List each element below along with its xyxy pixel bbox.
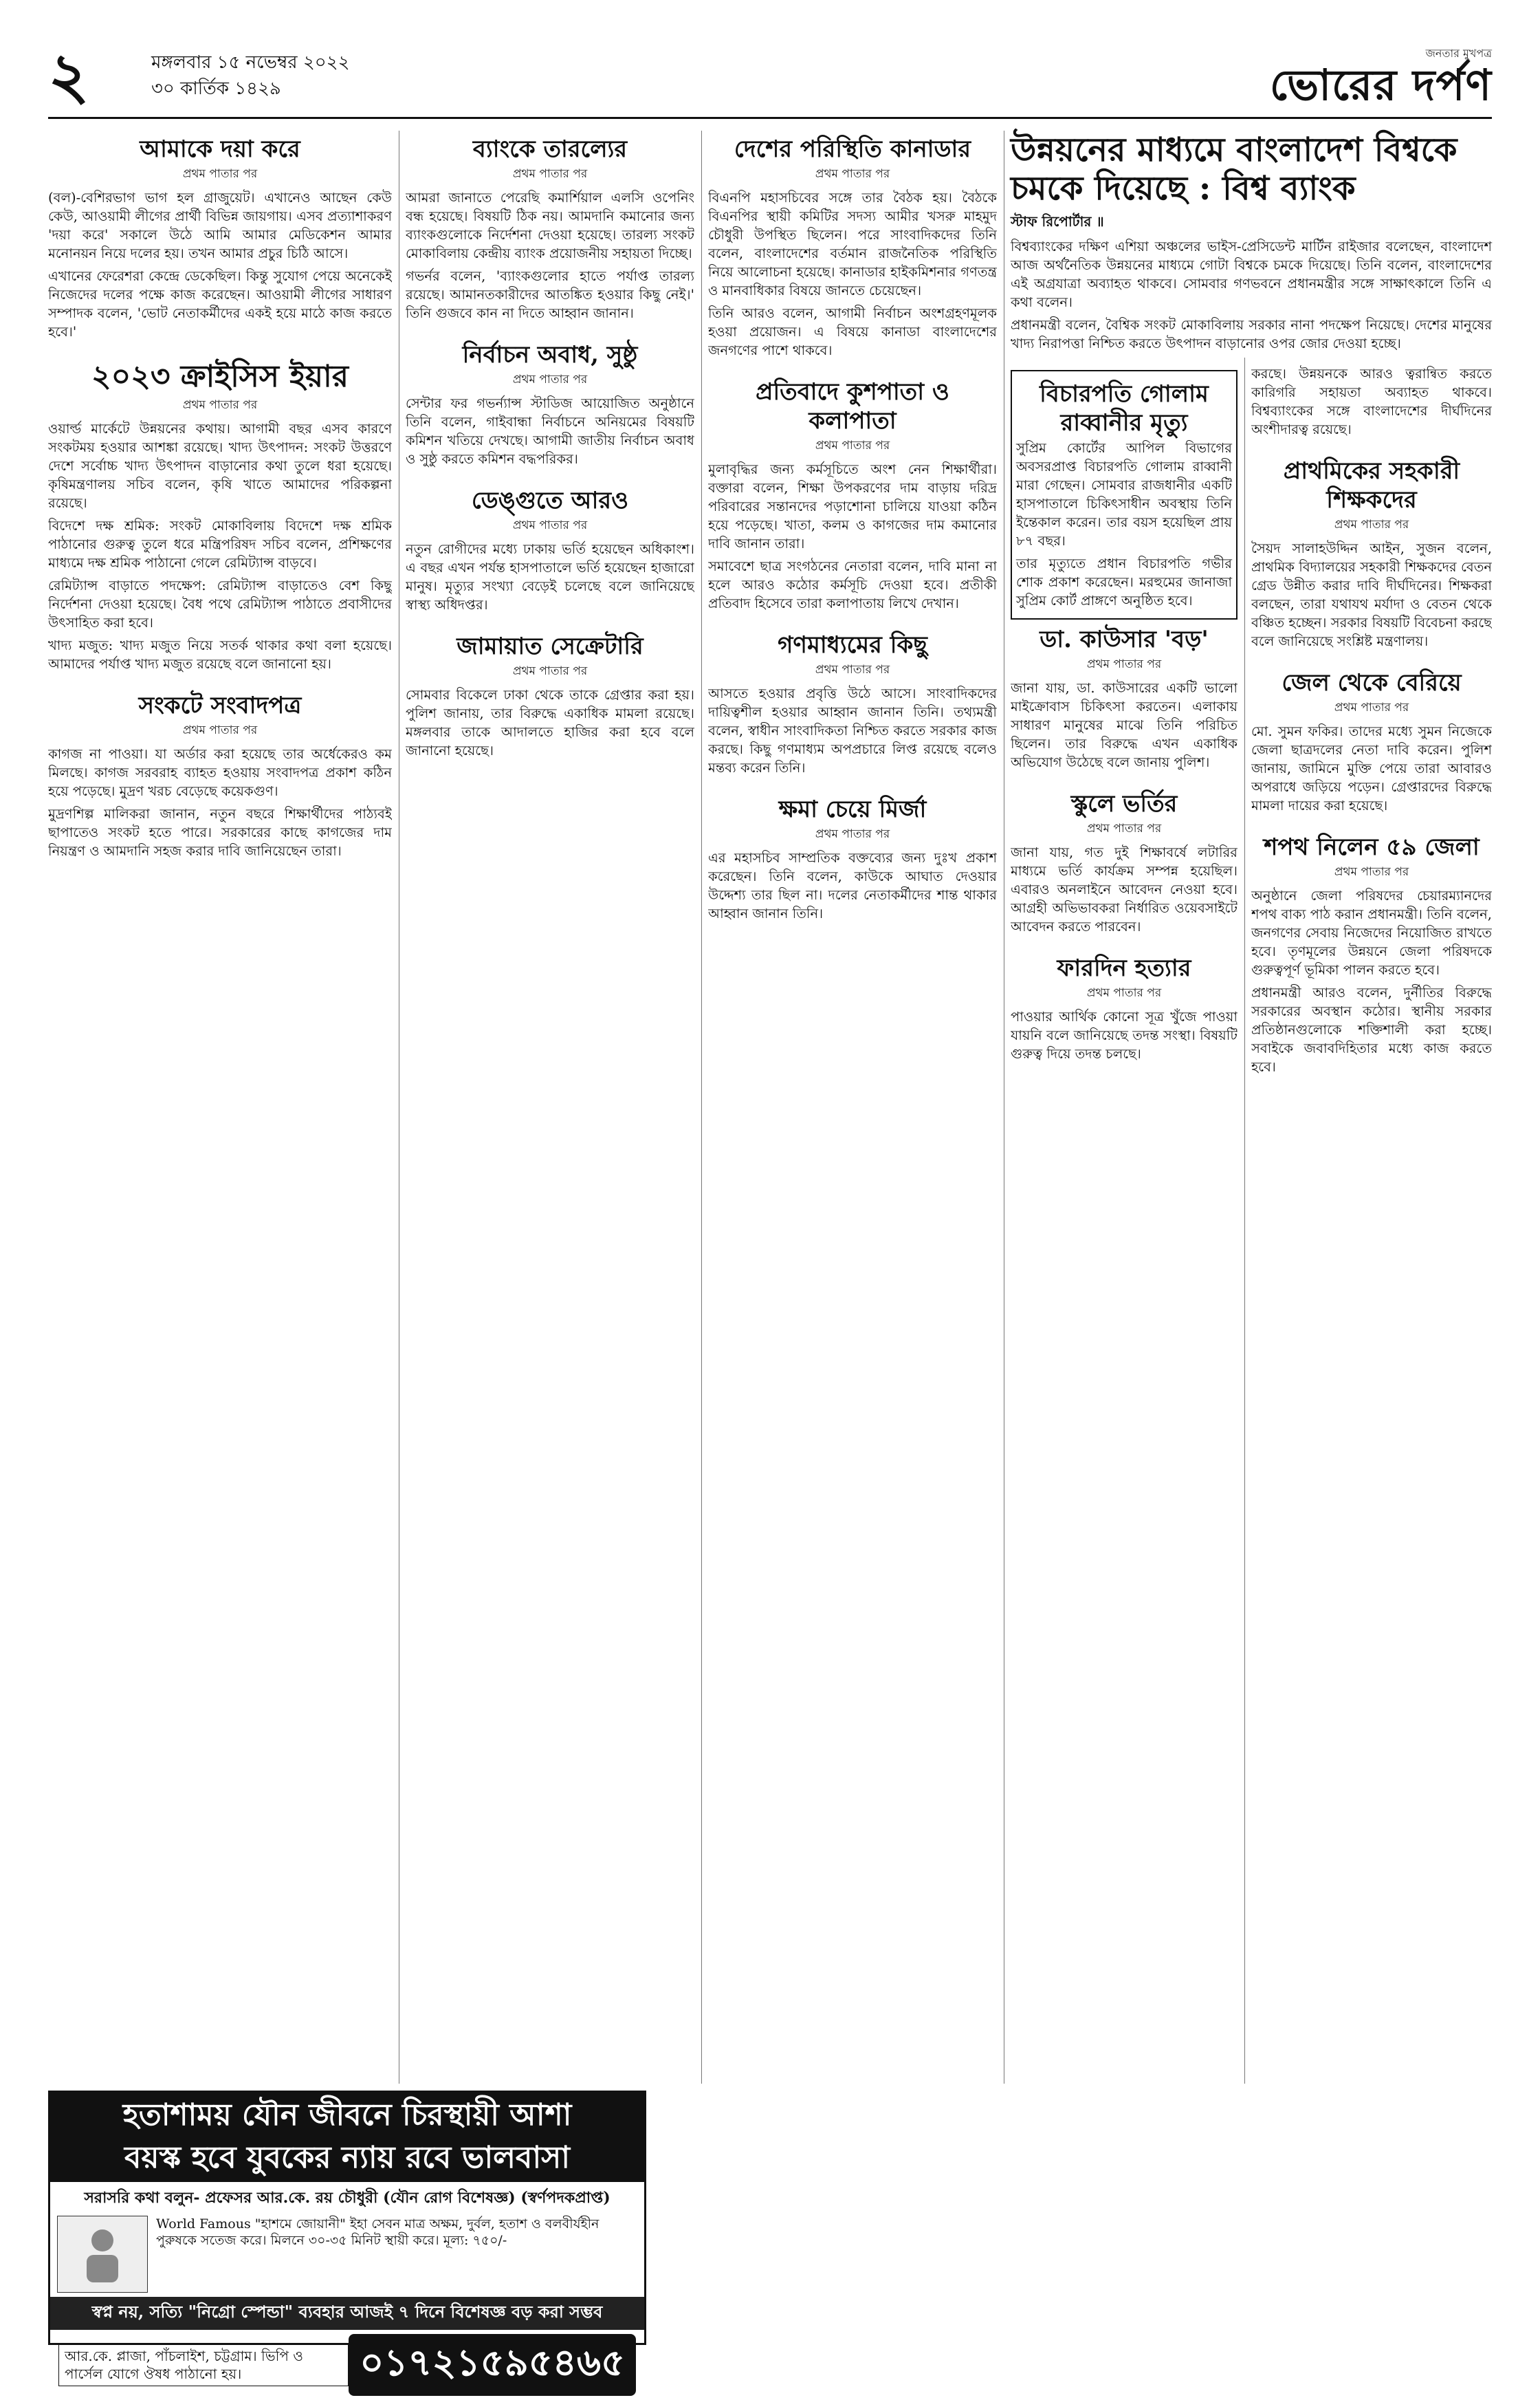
ad-footer [50,2330,644,2400]
continued-label: প্রথম পাতার পর [182,723,258,737]
ad-strip: স্বপ্ন নয়, সত্যি "নিগ্রো স্পেন্ডা" ব্যবহার আজই ৭ দিনে বিশেষজ্ঞ বড় করা সম্ভব [50,2297,644,2330]
continued-label: প্রথম পাতার পর [815,439,890,452]
article-text: সেন্টার ফর গভর্ন্যান্স স্টাডিজ আয়োজিত অনুষ্ঠানে তিনি বলেন, গাইবান্ধা নির্বাচনে অনিয়মের বিষয়টি কমিশন খতিয়ে দেখছে। আগামী জাতীয় নির্বাচন অবাধ ও সুষ্ঠু করতে কমিশন বদ্ধপরিকর। [406,395,694,467]
column-2 [406,131,694,2084]
masthead-tagline: জনতার মুখপত্র [1425,47,1492,60]
date-bengali: ৩০ কার্তিক ১৪২৯ [151,78,281,99]
article-text: মুদ্রণশিল্প মালিকরা জানান, নতুন বছরে শিক্ষার্থীদের পাঠ্যবই ছাপাতেও সংকট হতে পারে। সরকারের কাছে কাগজের দাম নিয়ন্ত্রণ ও আমদানি সহজ করার দাবি জানিয়েছেন তারা। [48,806,392,859]
article-text: জানা যায়, ডা. কাউসারের একটি ভালো মাইক্রোবাস চিকিৎসা করতেন। এলাকায় সাধারণ মানুষের মাঝে তিনি পরিচিত ছিলেন। তার বিরুদ্ধে এখন একাধিক অভিযোগ উঠেছে বলে জানায় পুলিশ। [1011,680,1238,770]
column-1 [48,131,392,2084]
article-text: খাদ্য মজুত: খাদ্য মজুত নিয়ে সতর্ক থাকার কথা বলা হয়েছে। আমাদের পর্যাপ্ত খাদ্য মজুত রয়েছে বলে জানানো হয়। [48,637,392,672]
continued-label: প্রথম পাতার পর [1334,518,1409,532]
article-text: পাওয়ার আর্থিক কোনো সূত্র খুঁজে পাওয়া যায়নি বলে জানিয়েছে তদন্ত সংস্থা। বিষয়টি গুরুত্ব দিয়ে তদন্ত চলছে। [1011,1009,1238,1062]
article-text: বিদেশে দক্ষ শ্রমিক: সংকট মোকাবিলায় বিদেশে দক্ষ শ্রমিক পাঠানোর গুরুত্ব তুলে ধরে মন্ত্রিপরিষদ সচিব বলেন, প্রশিক্ষণের মাধ্যমে দক্ষ শ্রমিক পাঠানো গেলে রেমিট্যান্স বাড়বে। [48,518,392,571]
article-text: জানা যায়, গত দুই শিক্ষাবর্ষে লটারির মাধ্যমে ভর্তি কার্যক্রম সম্পন্ন হয়েছিল। এবারও অনলাইনে আবেদন নেওয়া হবে। আগ্রহী অভিভাবকরা নির্ধারিত ওয়েবসাইটে আবেদন করতে পারবেন। [1011,844,1238,935]
person-icon [78,2223,126,2285]
continued-label: প্রথম পাতার পর [815,167,890,181]
masthead-title: ভোরের দর্পণ [1269,60,1492,110]
lead-headline: উন্নয়নের মাধ্যমে বাংলাদেশ বিশ্বকে চমকে দিয়েছে : বিশ্ব ব্যাংক [1011,131,1458,208]
ad-body [50,2216,644,2293]
lead-text: বিশ্বব্যাংকের দক্ষিণ এশিয়া অঞ্চলের ভাইস-প্রেসিডেন্ট মার্টিন রাইজার বলেছেন, বাংলাদেশ আজ অর্থনৈতিক উন্নয়নের মাধ্যমে গোটা বিশ্বকে চমকে দিয়েছে। তিনি বলেন, বাংলাদেশের এই অগ্রযাত্রা অব্যাহত থাকবে। সোমবার গণভবনে প্রধানমন্ত্রীর সঙ্গে সাক্ষাৎকালে তিনি এ কথা বলেন। [1011,239,1492,310]
lead-byline: স্টাফ রিপোর্টার ॥ [1011,213,1104,230]
article-text: কাগজ না পাওয়া। যা অর্ডার করা হয়েছে তার অর্ধেকেরও কম মিলছে। কাগজ সরবরাহ ব্যাহত হওয়ায় সংবাদপত্র প্রকাশ কঠিন হয়ে পড়েছে। মুদ্রণ খরচ বেড়েছে কয়েকগুণ। [48,746,392,799]
headline-bank-liquidity: ব্যাংকে তারল্যের [472,135,628,163]
headline-protest-leaves: প্রতিবাদে কুশপাতা ও কলাপাতা [756,378,949,435]
article-text: আমরা জানাতে পেরেছি কমার্শিয়াল এলসি ওপেনিং বন্ধ হয়েছে। বিষয়টি ঠিক নয়। আমদানি কমানোর জন্য ব্যাংকগুলোকে নির্দেশনা দেওয়া হয়েছে। তারল্য সংকট মোকাবিলায় কেন্দ্রীয় ব্যাংক প্রয়োজনীয় সহায়তা দিচ্ছে। [406,190,694,261]
headline-out-of-jail: জেল থেকে বেরিয়ে [1282,669,1462,697]
headline-primary-teachers: প্রাথমিকের সহকারী শিক্ষকদের [1283,457,1460,514]
ad-headline-2: বয়স্ক হবে যুবকের ন্যায় রবে ভালবাসা [50,2138,644,2182]
continued-label: প্রথম পাতার পর [512,664,588,678]
headline-jamaat-secretary: জামায়াত সেক্রেটারি [456,633,644,660]
headline-justice-death: বিচারপতি গোলাম রাব্বানীর মৃত্যু [1040,380,1209,437]
article-text: (বল)-বেশিরভাগ ভাগ হল গ্রাজুয়েট। এখানেও আছেন কেউ কেউ, আওয়ামী লীগের প্রার্থী বিভিন্ন জায়গায়। এসব প্রত্যাশাকরণ 'দয়া করে' সকালে উঠে আমি আমার মেডিকেশন আমার মনোনয়ন নিয়ে দলের হয়। তখন আমার প্রচুর চিঠি আসে। [48,190,392,261]
continued-label: প্রথম পাতার পর [1334,865,1409,879]
column-3 [708,131,997,2084]
headline-oath-59-districts: শপথ নিলেন ৫৯ জেলা [1264,833,1480,861]
article-columns [48,131,1492,2084]
column-rule [701,131,702,2084]
continued-label: প্রথম পাতার পর [1086,986,1162,1000]
article-text: সুপ্রিম কোর্টের আপিল বিভাগের অবসরপ্রাপ্ত বিচারপতি গোলাম রাব্বানী মারা গেছেন। সোমবার রাজধানীর একটি হাসপাতালে চিকিৎসাধীন অবস্থায় তিনি ইন্তেকাল করেন। তার বয়স হয়েছিল প্রায় ৮৭ বছর। [1016,440,1232,549]
headline-school-admission: স্কুলে ভর্তির [1070,790,1178,818]
article-text: তিনি আরও বলেন, আগামী নির্বাচন অংশগ্রহণমূলক হওয়া প্রয়োজন। এ বিষয়ে কানাডা বাংলাদেশের জনগণের পাশে থাকবে। [708,305,997,358]
ad-address: আর.কে. প্লাজা, পাঁচলাইশ, চট্টগ্রাম। ভিপি ও পার্সেল যোগে ঔষধ পাঠানো হয়। [58,2344,349,2386]
article-text: সৈয়দ সালাহউদ্দিন আইন, সুজন বলেন, প্রাথমিক বিদ্যালয়ের সহকারী শিক্ষকদের বেতন গ্রেড উন্নীত করার দাবি দীর্ঘদিনের। শিক্ষকরা বলছেন, তারা যথাযথ মর্যাদা ও বেতন থেকে বঞ্চিত হচ্ছেন। সরকার বিষয়টি বিবেচনা করছে বলে জানিয়েছে সংশ্লিষ্ট মন্ত্রণালয়। [1251,541,1492,649]
ad-phone: ০১৭২১৫৯৫৪৬৫ [349,2334,636,2396]
headline-fardin-murder: ফারদিন হত্যার [1057,954,1191,982]
article-text: রেমিট্যান্স বাড়াতে পদক্ষেপ: রেমিট্যান্স বাড়াতেও বেশ কিছু নির্দেশনা দেওয়া হয়েছে। বৈধ পথে রেমিট্যান্স পাঠাতে প্রবাসীদের উৎসাহিত করা হবে। [48,578,392,631]
advertisement [48,2091,646,2384]
obituary-box [1011,370,1238,620]
continued-label: প্রথম পাতার পর [1086,657,1162,671]
headline-amake-doya: আমাকে দয়া করে [140,135,300,163]
headline-election-fair: নির্বাচন অবাধ, সুষ্ঠু [462,341,638,369]
date-block [151,50,349,102]
article-text: সমাবেশে ছাত্র সংগঠনের নেতারা বলেন, দাবি মানা না হলে আরও কঠোর কর্মসূচি দেওয়া হবে। প্রতীকী প্রতিবাদ হিসেবে তারা কলাপাতায় লিখে দেখান। [708,558,997,611]
headline-crisis-year: ২০২৩ ক্রাইসিস ইয়ার [91,359,349,394]
column-4 [1011,364,1238,2084]
article-text: বিএনপি মহাসচিবের সঙ্গে তার বৈঠক হয়। বৈঠকে বিএনপির স্থায়ী কমিটির সদস্য আমীর খসরু মাহমুদ চৌধুরী উপস্থিত ছিলেন। পরে সাংবাদিকদের তিনি বলেন, বাংলাদেশের বর্তমান রাজনৈতিক পরিস্থিতি নিয়ে আলোচনা হয়েছে। কানাডার হাইকমিশনার গণতন্ত্র ও মানবাধিকার বিষয়ে জানতে চেয়েছেন। [708,190,997,298]
ad-product-text: World Famous "হাশমে জোয়ানী" ইহা সেবন মাত্র অক্ষম, দুর্বল, হতাশ ও বলবীর্যহীন পুরুষকে সতেজ করে। মিলনে ৩০-৩৫ মিনিট স্থায়ী করে। মূল্য: ৭৫০/- [156,2216,600,2248]
article-text: মো. সুমন ফকির। তাদের মধ্যে সুমন নিজেকে জেলা ছাত্রদলের নেতা দাবি করেন। পুলিশ জানায়, জামিনে মুক্তি পেয়ে তারা আবারও অপরাধে জড়িয়ে পড়েন। গ্রেপ্তারদের বিরুদ্ধে মামলা দায়ের করা হয়েছে। [1251,723,1492,814]
article-text: এখানের ফেরেশরা কেন্দ্রে ডেকেছিল। কিন্তু সুযোগ পেয়ে অনেকেই নিজেদের দলের পক্ষে কাজ করেছেন। আওয়ামী লীগের সাধারণ সম্পাদক বলেন, 'ভোট নেতাকর্মীদের একই হয়ে মাঠে কাজ করতে হবে।' [48,268,392,340]
article-text: প্রধানমন্ত্রী আরও বলেন, দুর্নীতির বিরুদ্ধে সরকারের অবস্থান কঠোর। স্থানীয় সরকার প্রতিষ্ঠানগুলোকে শক্তিশালী করা হচ্ছে। সবাইকে জবাবদিহিতার মধ্যে কাজ করতে হবে। [1251,985,1492,1075]
article-text: মুলাবৃদ্ধির জন্য কর্মসূচিতে অংশ নেন শিক্ষার্থীরা। বক্তারা বলেন, শিক্ষা উপকরণের দাম বাড়ায় দরিদ্র পরিবারের সন্তানদের পড়াশোনা চালিয়ে যাওয়া কঠিন হয়ে পড়েছে। খাতা, কলম ও কাগজের দাম কমানোর দাবি জানান তারা। [708,461,997,552]
column-rule [1244,358,1245,2084]
date-gregorian: মঙ্গলবার ১৫ নভেম্বর ২০২২ [151,52,350,73]
article-text: তার মৃত্যুতে প্রধান বিচারপতি গভীর শোক প্রকাশ করেছেন। মরহুমের জানাজা সুপ্রিম কোর্ট প্রাঙ্গণে অনুষ্ঠিত হবে। [1016,556,1232,609]
continued-label: প্রথম পাতার পর [815,827,890,841]
lead-text: প্রধানমন্ত্রী বলেন, বৈশ্বিক সংকট মোকাবিলায় সরকার নানা পদক্ষেপ নিয়েছে। দেশের মানুষের খাদ্য নিরাপত্তা নিশ্চিত করতে উৎপাদন বাড়ানোর ওপর জোর দেওয়া হচ্ছে। [1011,317,1492,351]
column-5 [1251,364,1492,2084]
headline-media: গণমাধ্যমের কিছু [778,631,927,659]
article-text: আসতে হওয়ার প্রবৃত্তি উঠে আসে। সাংবাদিকদের দায়িত্বশীল হওয়ার আহ্বান জানান তিনি। তথ্যমন্ত্রী বলেন, স্বাধীন সাংবাদিকতা নিশ্চিত করতে সরকার কাজ করছে। কিছু গণমাধ্যম অপপ্রচারে লিপ্ত রয়েছে বলেও মন্তব্য করেন তিনি। [708,686,997,776]
masthead [1270,47,1492,110]
page-number: ২ [48,39,89,113]
headline-dengue: ডেঙ্গুতে আরও [471,487,629,514]
continued-label: প্রথম পাতার পর [182,398,258,412]
lead-continued-text: করছে। উন্নয়নকে আরও ত্বরান্বিত করতে কারিগরি সহায়তা অব্যাহত থাকবে। বিশ্বব্যাংকের সঙ্গে বাংলাদেশের দীর্ঘদিনের অংশীদারত্ব রয়েছে। [1251,366,1492,437]
article-text: অনুষ্ঠানে জেলা পরিষদের চেয়ারম্যানদের শপথ বাক্য পাঠ করান প্রধানমন্ত্রী। তিনি বলেন, জনগণের সেবায় নিজেদের নিয়োজিত রাখতে হবে। তৃণমূলের উন্নয়নে জেলা পরিষদকে গুরুত্বপূর্ণ ভূমিকা পালন করতে হবে। [1251,888,1492,978]
continued-label: প্রথম পাতার পর [815,663,890,677]
doctor-photo [57,2216,148,2293]
continued-label: প্রথম পাতার পর [182,167,258,181]
ad-subheading: সরাসরি কথা বলুন- প্রফেসর আর.কে. রয় চৌধুরী (যৌন রোগ বিশেষজ্ঞ) (স্বর্ণপদকপ্রাপ্ত) [84,2189,610,2207]
article-text: এর মহাসচিব সাম্প্রতিক বক্তব্যের জন্য দুঃখ প্রকাশ করেছেন। তিনি বলেন, কাউকে আঘাত দেওয়ার উদ্দেশ্য তার ছিল না। দলের নেতাকর্মীদের শান্ত থাকার আহ্বান জানান তিনি। [708,850,997,921]
headline-dr-kausar: ডা. কাউসার 'বড়' [1040,626,1209,653]
headline-newspaper-crisis: সংকটে সংবাদপত্র [138,692,302,719]
continued-label: প্রথম পাতার পর [512,167,588,181]
lead-story [1011,131,1492,357]
article-text: নতুন রোগীদের মধ্যে ঢাকায় ভর্তি হয়েছেন অধিকাংশ। এ বছর এখন পর্যন্ত হাসপাতালে ভর্তি হয়েছেন হাজারো মানুষ। মৃত্যুর সংখ্যা বেড়েই চলেছে বলে জানিয়েছে স্বাস্থ্য অধিদপ্তর। [406,541,694,613]
continued-label: প্রথম পাতার পর [1334,701,1409,714]
article-text: ওয়ার্ল্ড মার্কেটে উন্নয়নের কথায়। আগামী বছর এসব কারণে সংকটময় হওয়ার আশঙ্কা রয়েছে। খাদ্য উৎপাদন: সংকট উত্তরণে দেশে সর্বোচ্চ খাদ্য উৎপাদন বাড়ানোর কথা তুলে ধরা হয়েছে। কৃষিমন্ত্রণালয় সচিব বলেন, কৃষি খাতে আমাদের পরিকল্পনা রয়েছে। [48,421,392,511]
continued-label: প্রথম পাতার পর [512,373,588,386]
article-text: গভর্নর বলেন, 'ব্যাংকগুলোর হাতে পর্যাপ্ত তারল্য রয়েছে। আমানতকারীদের আতঙ্কিত হওয়ার কিছু নেই।' তিনি গুজবে কান না দিতে আহ্বান জানান। [406,268,694,321]
ad-headline-1: হতাশাময় যৌন জীবনে চিরস্থায়ী আশা [50,2093,644,2138]
continued-label: প্রথম পাতার পর [512,519,588,532]
headline-canada: দেশের পরিস্থিতি কানাডার [734,135,971,163]
page-header [48,41,1492,119]
continued-label: প্রথম পাতার পর [1086,822,1162,836]
headline-mirza-apology: ক্ষমা চেয়ে মির্জা [778,796,927,823]
article-text: সোমবার বিকেলে ঢাকা থেকে তাকে গ্রেপ্তার করা হয়। পুলিশ জানায়, তার বিরুদ্ধে একাধিক মামলা রয়েছে। মঙ্গলবার তাকে আদালতে হাজির করা হবে বলে জানানো হয়েছে। [406,687,694,759]
